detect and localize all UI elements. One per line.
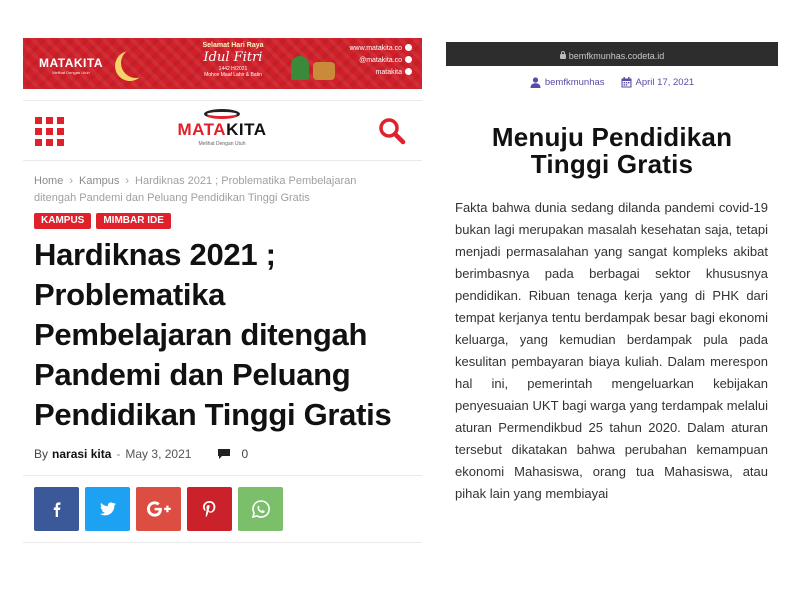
globe-icon: [405, 44, 412, 51]
banner-website: www.matakita.co: [349, 45, 402, 52]
author-link[interactable]: narasi kita: [52, 447, 112, 461]
logo-tagline: Melihat Dengan Utuh: [198, 141, 246, 147]
facebook-icon: [405, 68, 412, 75]
site-logo[interactable]: [173, 109, 271, 147]
banner-logo-tagline: Melihat Dengan Utuh: [52, 70, 90, 75]
chevron-right-icon: ›: [69, 175, 74, 187]
banner-contacts: [349, 43, 412, 79]
breadcrumb-current: Hardiknas 2021 ; Problematika Pembelajaran ditengah Pandemi dan Peluang Pendidikan Tinggi Gratis: [34, 175, 357, 204]
article-title: Hardiknas 2021 ; Problematika Pembelajaran ditengah Pandemi dan Peluang Pendidikan Tinggi Gratis: [34, 237, 392, 432]
by-label: By: [34, 447, 49, 461]
user-icon: [530, 77, 541, 88]
share-facebook-button[interactable]: [34, 487, 79, 531]
logo-wordmark: [173, 120, 271, 140]
greeting-line-1: Selamat Hari Raya: [202, 42, 264, 49]
banner-facebook: matakita: [375, 69, 402, 76]
crescent-moon-icon: [121, 48, 151, 78]
ketupat-decoration-icon: [291, 56, 309, 80]
right-article-meta: [446, 77, 778, 88]
category-kampus[interactable]: KAMPUS: [34, 213, 91, 229]
breadcrumb-home[interactable]: Home: [34, 175, 64, 187]
right-article-body: Fakta bahwa dunia sedang dilanda pandemi covid-19 bukan lagi merupakan masalah kesehatan saja, tetapi menjadi permasalahan yang sangat kompleks akibat berimbasnya pada berbagai sektor khususnya pendidikan. Ribuan tenaga kerja yang di PHK dari tempat kerjanya tentu berdampak besar bagi ekonomi keluarga, yang kemudian berdampak pula pada kesulitan pembayaran biaya kuliah. Dalam merespon hal ini, pemerintah mengeluarkan kebijakan penyesuaian UKT bagi warga yang terdampak melalui aturan Permendikbud 25 tahun 2020. Dalam aturan tersebut dikatakan bahwa perubahan kemampuan ekonomi Mahasiswa, orang tua Mahasiswa, atau pihak lain yang membiayai: [455, 200, 768, 501]
share-whatsapp-button[interactable]: [238, 487, 283, 531]
right-date-text: April 17, 2021: [635, 77, 695, 88]
site-header: [23, 100, 422, 161]
right-author[interactable]: [530, 77, 605, 88]
share-twitter-button[interactable]: [85, 487, 130, 531]
eid-banner-ad[interactable]: [23, 38, 422, 89]
greeting-line-3: 1442 H/2021: [218, 66, 248, 72]
share-pinterest-button[interactable]: [187, 487, 232, 531]
comments-link[interactable]: [217, 447, 248, 461]
banner-logo-text: MATAKITA: [39, 56, 103, 70]
right-date: [621, 77, 695, 88]
embedded-article-screenshot: [446, 42, 778, 505]
share-buttons: [23, 475, 422, 543]
right-title-line-1: Menuju Pendidikan: [491, 122, 733, 152]
googleplus-icon: [147, 501, 171, 517]
comment-icon: [217, 448, 231, 460]
search-icon[interactable]: [378, 117, 406, 145]
whatsapp-icon: [252, 500, 270, 518]
category-mimbar-ide[interactable]: MIMBAR IDE: [96, 213, 171, 229]
right-author-name: bemfkmunhas: [544, 77, 605, 88]
breadcrumb: [23, 173, 393, 207]
instagram-icon: [405, 56, 412, 63]
article-meta: [23, 447, 422, 461]
logo-swoosh-icon: [204, 109, 240, 119]
publish-date: May 3, 2021: [125, 447, 192, 461]
greeting-line-4: Mohon Maaf Lahir & Batin: [204, 72, 262, 78]
breadcrumb-kampus[interactable]: Kampus: [79, 175, 120, 187]
greeting-line-2: Idul Fitri: [203, 50, 263, 65]
banner-logo: [33, 56, 109, 75]
category-tags: [23, 213, 422, 229]
article-page: [23, 38, 422, 543]
right-title-line-2: Tinggi Gratis: [530, 149, 694, 179]
pinterest-icon: [203, 501, 216, 517]
menu-grid-icon[interactable]: [35, 117, 64, 146]
twitter-icon: [100, 502, 116, 516]
logo-part-mata: MATA: [177, 120, 227, 139]
meta-separator: -: [116, 447, 121, 461]
banner-instagram: @matakita.co: [359, 57, 402, 64]
share-googleplus-button[interactable]: [136, 487, 181, 531]
drum-decoration-icon: [313, 62, 335, 80]
banner-greeting: [183, 42, 283, 78]
calendar-icon: [621, 77, 632, 88]
browser-url-bar[interactable]: [446, 42, 778, 66]
comment-count: 0: [241, 447, 249, 461]
lock-icon: [560, 54, 566, 59]
facebook-icon: [49, 501, 65, 517]
url-text: bemfkmunhas.codeta.id: [568, 51, 665, 61]
right-article-title: [446, 124, 778, 178]
logo-part-kita: KITA: [226, 120, 267, 139]
chevron-right-icon: ›: [125, 175, 130, 187]
